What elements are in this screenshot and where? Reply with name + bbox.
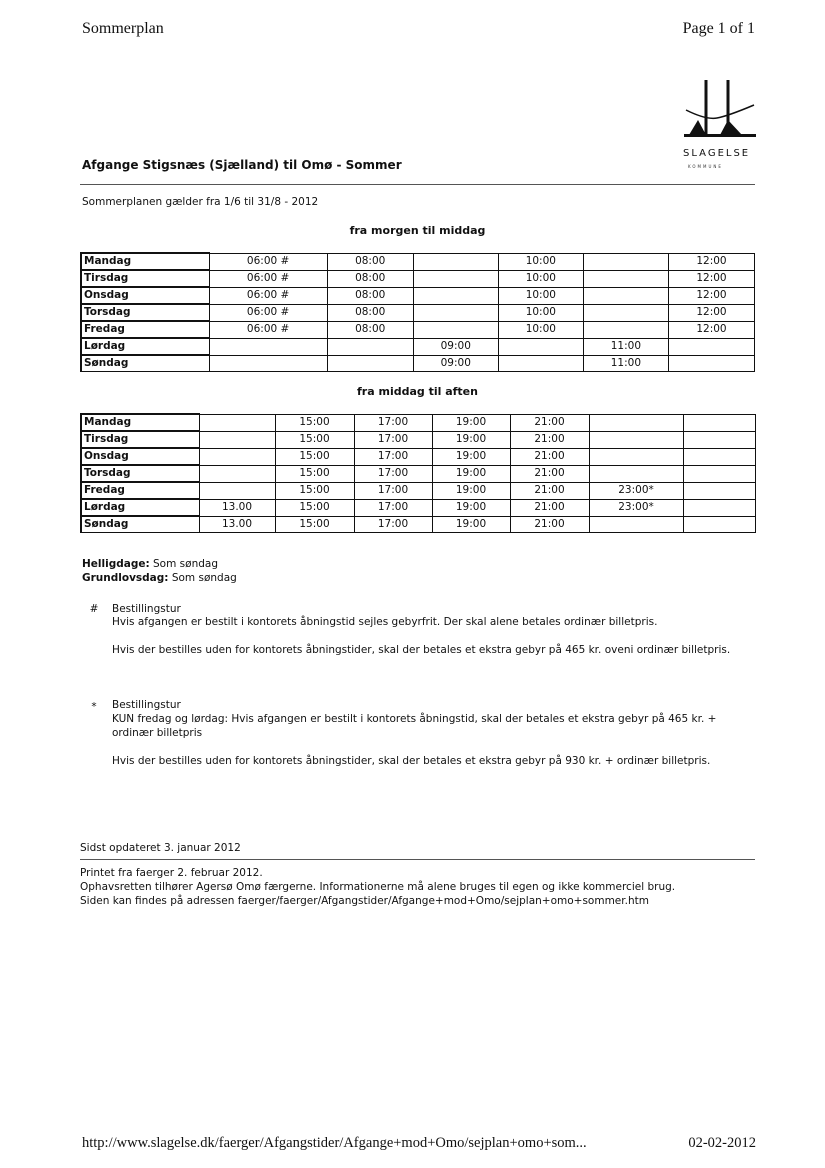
departure-cell: 08:00 (327, 321, 413, 338)
departure-cell: 21:00 (510, 431, 589, 448)
departure-cell: 17:00 (354, 448, 432, 465)
departure-cell: 19:00 (432, 516, 510, 533)
timetable-row (81, 431, 755, 448)
departure-cell: 08:00 (327, 304, 413, 321)
departure-cell: 13.00 (199, 499, 275, 516)
hash-note-title: Bestillingstur (112, 603, 181, 615)
morning-timetable (80, 252, 755, 372)
constitution-day-label: Grundlovsdag: (82, 572, 169, 584)
departure-cell: 10:00 (498, 253, 583, 270)
departure-cell: 21:00 (510, 414, 589, 431)
departure-cell (209, 355, 327, 372)
departure-cell: 13.00 (199, 516, 275, 533)
departure-cell (683, 448, 755, 465)
departure-cell: 10:00 (498, 304, 583, 321)
star-note-title: Bestillingstur (112, 699, 181, 711)
browser-print-title: Sommerplan (82, 20, 164, 37)
departure-cell: 17:00 (354, 414, 432, 431)
departure-cell (583, 304, 668, 321)
day-cell: Lørdag (81, 499, 199, 516)
logo-subtitle: KOMMUNE (688, 164, 723, 169)
departure-cell: 10:00 (498, 287, 583, 304)
departure-cell: 23:00* (589, 482, 683, 499)
printed-line: Printet fra faerger 2. februar 2012. (80, 867, 263, 879)
hash-symbol: # (89, 603, 99, 615)
departure-cell: 21:00 (510, 482, 589, 499)
departure-cell (583, 287, 668, 304)
timetable-row (81, 270, 755, 287)
departure-cell: 15:00 (275, 465, 354, 482)
departure-cell: 19:00 (432, 431, 510, 448)
timetable-row (81, 304, 755, 321)
departure-cell: 11:00 (583, 355, 668, 372)
departure-cell: 19:00 (432, 482, 510, 499)
departure-cell (589, 516, 683, 533)
departure-cell: 06:00 # (209, 270, 327, 287)
timetable-row (81, 355, 755, 372)
departure-cell: 12:00 (668, 270, 754, 287)
departure-cell: 09:00 (413, 355, 498, 372)
timetable-row (81, 482, 755, 499)
timetable-row (81, 516, 755, 533)
departure-cell: 17:00 (354, 465, 432, 482)
star-note-p2: Hvis der bestilles uden for kontorets åbningstider, skal der betales et ekstra gebyr på 930 kr. + ordinær billetpris. (112, 755, 711, 767)
departure-cell: 12:00 (668, 321, 754, 338)
day-cell: Fredag (81, 482, 199, 499)
departure-cell: 06:00 # (209, 253, 327, 270)
star-note-p1: KUN fredag og lørdag: Hvis afgangen er bestilt i kontorets åbningstid, skal der betales et ekstra gebyr på 465 kr. + ordinær billetpris (112, 713, 717, 739)
departure-cell: 08:00 (327, 253, 413, 270)
departure-cell: 06:00 # (209, 304, 327, 321)
afternoon-heading: fra middag til aften (357, 385, 478, 398)
departure-cell: 19:00 (432, 448, 510, 465)
departure-cell (413, 304, 498, 321)
departure-cell (589, 448, 683, 465)
departure-cell (413, 287, 498, 304)
hash-note-p2: Hvis der bestilles uden for kontorets åbningstider, skal der betales et ekstra gebyr på 465 kr. oveni ordinær billetpris. (112, 644, 731, 656)
departure-cell: 17:00 (354, 482, 432, 499)
day-cell: Onsdag (81, 448, 199, 465)
departure-cell: 19:00 (432, 414, 510, 431)
departure-cell (327, 355, 413, 372)
footer-divider (80, 859, 755, 860)
departure-cell: 17:00 (354, 499, 432, 516)
day-cell: Torsdag (81, 465, 199, 482)
footer-date: 02-02-2012 (688, 1135, 756, 1151)
departure-cell: 15:00 (275, 482, 354, 499)
departure-cell (413, 253, 498, 270)
day-cell: Søndag (81, 355, 209, 372)
departure-cell (583, 321, 668, 338)
departure-cell (413, 321, 498, 338)
constitution-day-line (82, 571, 237, 585)
departure-cell (683, 499, 755, 516)
departure-cell (583, 253, 668, 270)
departure-cell: 15:00 (275, 414, 354, 431)
departure-cell (589, 465, 683, 482)
constitution-day-value: Som søndag (171, 572, 237, 584)
departure-cell (498, 355, 583, 372)
logo-wordmark: SLAGELSE (683, 148, 751, 159)
departure-cell: 15:00 (275, 448, 354, 465)
departure-cell (199, 414, 275, 431)
day-cell: Mandag (81, 414, 199, 431)
departure-cell: 09:00 (413, 338, 498, 355)
departure-cell (199, 465, 275, 482)
departure-cell (589, 431, 683, 448)
departure-cell (583, 270, 668, 287)
departure-cell: 21:00 (510, 516, 589, 533)
day-cell: Lørdag (81, 338, 209, 355)
departure-cell (683, 516, 755, 533)
page-count: Page 1 of 1 (682, 20, 755, 37)
departure-cell (413, 270, 498, 287)
timetable-row (81, 448, 755, 465)
copyright-line: Ophavsretten tilhører Agersø Omø færgerne. Informationerne må alene bruges til egen og ikke kommerciel brug. (80, 881, 676, 893)
hash-note-p1: Hvis afgangen er bestilt i kontorets åbningstid sejles gebyrfrit. Der skal alene betales ordinær billetpris. (112, 616, 658, 628)
day-cell: Tirsdag (81, 431, 199, 448)
departure-cell (589, 414, 683, 431)
day-cell: Fredag (81, 321, 209, 338)
departure-cell: 15:00 (275, 499, 354, 516)
last-updated: Sidst opdateret 3. januar 2012 (80, 842, 241, 854)
title-divider (80, 184, 755, 185)
holiday-label: Helligdage: (82, 558, 150, 570)
departure-cell: 10:00 (498, 270, 583, 287)
departure-cell (327, 338, 413, 355)
departure-cell (498, 338, 583, 355)
departure-cell (683, 465, 755, 482)
departure-cell: 12:00 (668, 287, 754, 304)
departure-cell (668, 338, 754, 355)
departure-cell: 15:00 (275, 431, 354, 448)
star-symbol: * (91, 701, 97, 713)
day-cell: Tirsdag (81, 270, 209, 287)
departure-cell: 21:00 (510, 499, 589, 516)
departure-cell: 08:00 (327, 270, 413, 287)
departure-cell (683, 482, 755, 499)
day-cell: Onsdag (81, 287, 209, 304)
departure-cell: 06:00 # (209, 287, 327, 304)
page-title: Afgange Stigsnæs (Sjælland) til Omø - Sommer (82, 158, 402, 172)
departure-cell: 17:00 (354, 516, 432, 533)
departure-cell (209, 338, 327, 355)
day-cell: Mandag (81, 253, 209, 270)
afternoon-timetable (80, 413, 756, 533)
validity-text: Sommerplanen gælder fra 1/6 til 31/8 - 2012 (82, 196, 319, 208)
departure-cell: 11:00 (583, 338, 668, 355)
departure-cell (199, 431, 275, 448)
day-cell: Torsdag (81, 304, 209, 321)
departure-cell: 15:00 (275, 516, 354, 533)
departure-cell: 12:00 (668, 304, 754, 321)
morning-heading: fra morgen til middag (349, 224, 486, 237)
departure-cell: 19:00 (432, 465, 510, 482)
timetable-row (81, 499, 755, 516)
departure-cell: 06:00 # (209, 321, 327, 338)
departure-cell (683, 414, 755, 431)
day-cell: Søndag (81, 516, 199, 533)
timetable-row (81, 287, 755, 304)
departure-cell: 10:00 (498, 321, 583, 338)
departure-cell: 17:00 (354, 431, 432, 448)
timetable-row (81, 465, 755, 482)
departure-cell (199, 482, 275, 499)
footer-url: http://www.slagelse.dk/faerger/Afgangstider/Afgange+mod+Omo/sejplan+omo+som... (82, 1135, 587, 1151)
departure-cell (199, 448, 275, 465)
departure-cell: 21:00 (510, 465, 589, 482)
timetable-row (81, 414, 755, 431)
timetable-row (81, 321, 755, 338)
departure-cell (668, 355, 754, 372)
departure-cell (683, 431, 755, 448)
holiday-line (82, 557, 218, 571)
departure-cell: 21:00 (510, 448, 589, 465)
departure-cell: 19:00 (432, 499, 510, 516)
holiday-value: Som søndag (153, 558, 218, 570)
timetable-row (81, 253, 755, 270)
address-line: Siden kan findes på adressen faerger/faerger/Afgangstider/Afgange+mod+Omo/sejplan+omo+sommer.htm (80, 895, 649, 907)
departure-cell: 23:00* (589, 499, 683, 516)
timetable-row (81, 338, 755, 355)
departure-cell: 12:00 (668, 253, 754, 270)
departure-cell: 08:00 (327, 287, 413, 304)
